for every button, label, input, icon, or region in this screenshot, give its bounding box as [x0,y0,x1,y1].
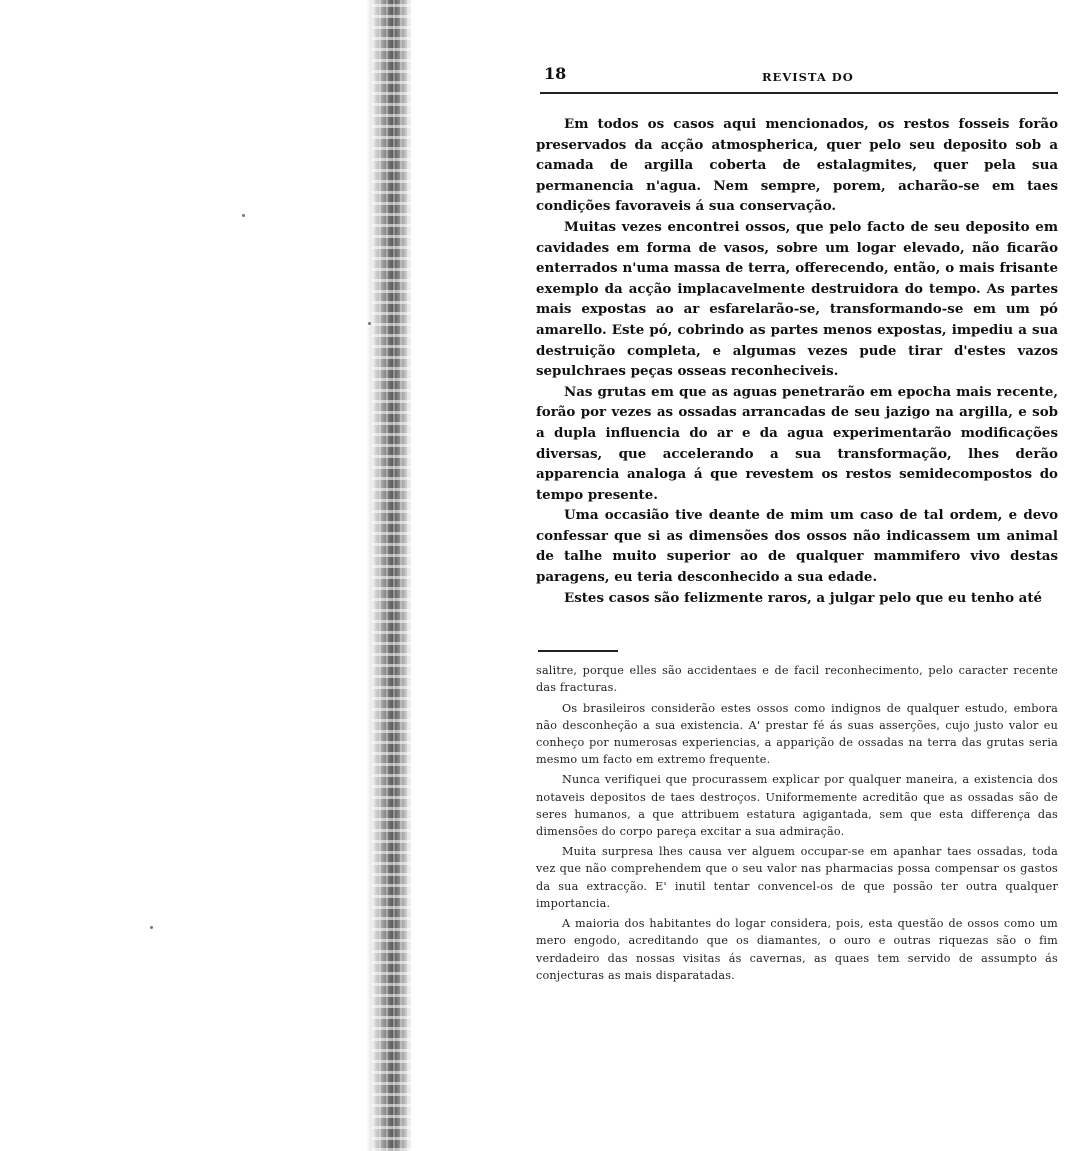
scan-speck [242,214,245,217]
body-paragraph: Nas grutas em que as aguas penetrarão em epocha mais recente, forão por vezes as ossadas arrancadas de seu jazigo na argilla, e sob a dupla influencia do ar e da agua experimentarão modificações diversas, que accelerando a sua transformação, lhes derão apparencia analoga á que revestem os restos semidecompostos do tempo presente. [536,383,1058,503]
footnote-paragraph: A maioria dos habitantes do logar considera, pois, esta questão de ossos como um mero engodo, acreditando que os diamantes, o ouro e outras riquezas são o fim verdadeiro das nossas visitas ás cavernas, as quaes tem servido de assumpto ás conjecturas as mais disparatadas. [536,917,1058,982]
footnotes [536,662,1058,984]
footnote-continuation: salitre, porque elles são accidentaes e de facil reconhecimento, pelo caracter recente das fracturas. [536,664,1058,695]
body-paragraph: Uma occasião tive deante de mim um caso de tal ordem, e devo confessar que si as dimensões dos ossos não indicassem um animal de talhe muito superior ao de qualquer mammifero vivo destas paragens, eu teria desconhecido a sua edade. [536,507,1058,586]
footnote-paragraph: Muita surpresa lhes causa ver alguem occupar-se em apanhar taes ossadas, toda vez que não comprehendem que o seu valor nas pharmacias possa compensar os gastos da sua extracção. E' inutil tentar convencel-os de que possão ter outra qualquer importancia. [536,845,1058,910]
footnote-paragraph: Nunca verifiquei que procurassem explicar por qualquer maneira, a existencia dos notaveis depositos de taes destroços. Uniformemente acreditão que as ossadas são de seres humanos, a que attribuem estatura agigantada, sem que esta differença das dimensões do corpo pareça excitar a sua admiração. [536,773,1058,839]
scan-speck [368,322,371,325]
footnote-rule [538,650,618,652]
body-paragraph: Muitas vezes encontrei ossos, que pelo facto de seu deposito em cavidades em forma de vasos, sobre um logar elevado, não ficarão enterrados n'uma massa de terra, offerecendo, então, o mais frisante exemplo da acção implacavelmente destruidora do tempo. As partes mais expostas ao ar esfarelarão-se, transformando-se em um pó amarello. Este pó, cobrindo as partes menos expostas, impediu a sua destruição completa, e algumas vezes pude tirar d'estes vazos sepulchraes peças osseas reconheciveis. [536,218,1058,380]
footnote-paragraph: Os brasileiros considerão estes ossos como indignos de qualquer estudo, embora não desconheção a sua existencia. A' prestar fé ás suas asserções, cujo justo valor eu conheço por numerosas experiencias, a apparição de ossadas na terra das grutas seria mesmo um facto em extremo frequente. [536,701,1058,767]
book-page [536,62,1058,987]
header-rule [540,92,1058,94]
body-paragraph: Estes casos são felizmente raros, a julgar pelo que eu tenho até [564,589,1043,606]
scan-speck [150,926,153,929]
page-number: 18 [544,64,567,83]
running-title: REVISTA DO [762,70,854,84]
scan-gutter-texture [372,0,412,1151]
page-header [536,62,1058,88]
body-paragraph: Em todos os casos aqui mencionados, os restos fosseis forão preservados da acção atmospherica, quer pelo seu deposito sob a camada de argilla coberta de estalagmites, quer pela sua permanencia n'agua. Nem sempre, porem, acharão-se em taes condições favoraveis á sua conservação. [536,116,1058,215]
main-text [536,114,1058,608]
